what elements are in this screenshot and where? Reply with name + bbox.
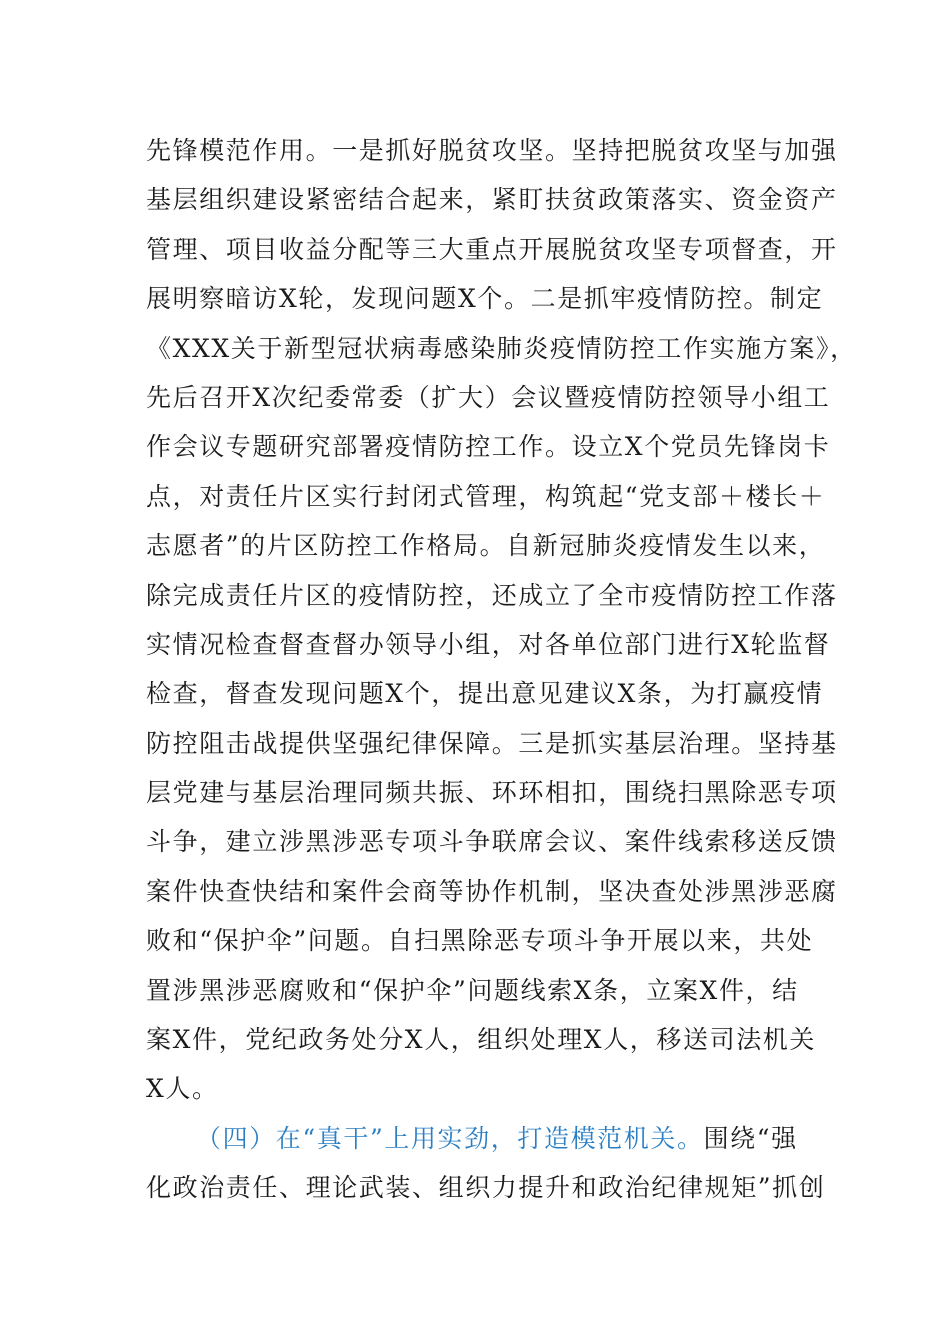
paragraph-line: 层党建与基层治理同频共振、环环相扣，围绕扫黑除恶专项 <box>146 778 838 808</box>
paragraph-line: 先锋模范作用。一是抓好脱贫攻坚。坚持把脱贫攻坚与加强 <box>146 136 838 165</box>
paragraph-line: 案X件，党纪政务处分X人，组织处理X人，移送司法机关 <box>146 1025 816 1055</box>
paragraph-line: 化政治责任、理论武装、组织力提升和政治纪律规矩”抓创 <box>146 1173 826 1203</box>
paragraph-line: 作会议专题研究部署疫情防控工作。设立X个党员先锋岗卡 <box>146 432 831 462</box>
paragraph-line: 斗争，建立涉黑涉恶专项斗争联席会议、案件线索移送反馈 <box>146 827 838 857</box>
paragraph-line: 检查，督查发现问题X个，提出意见建议X条，为打赢疫情 <box>146 679 824 709</box>
body-text <box>146 126 857 1213</box>
section-heading: （四）在“真干”上用实劲，打造模范机关。 <box>196 1123 704 1153</box>
paragraph-line: 点，对责任片区实行封闭式管理，构筑起“党支部＋楼长＋ <box>146 481 826 511</box>
paragraph-line: 管理、项目收益分配等三大重点开展脱贫攻坚专项督查，开 <box>146 234 838 264</box>
paragraph-line: 防控阻击战提供坚强纪律保障。三是抓实基层治理。坚持基 <box>146 728 838 758</box>
section-first-line <box>146 1114 826 1163</box>
paragraph-line: 败和“保护伞”问题。自扫黑除恶专项斗争开展以来，共处 <box>146 926 814 956</box>
paragraph-line: X人。 <box>146 1074 219 1104</box>
paragraph-line: 置涉黑涉恶腐败和“保护伞”问题线索X条，立案X件，结 <box>146 975 799 1005</box>
paragraph-line: 展明察暗访X轮，发现问题X个。二是抓牢疫情防控。制定 <box>146 284 824 314</box>
section-text: 围绕“强 <box>703 1123 798 1153</box>
paragraph-line: 先后召开X次纪委常委（扩大）会议暨疫情防控领导小组工 <box>146 382 831 412</box>
paragraph-line: 《XXX关于新型冠状病毒感染肺炎疫情防控工作实施方案》， <box>146 333 857 363</box>
paragraph-line: 实情况检查督查督办领导小组，对各单位部门进行X轮监督 <box>146 629 831 659</box>
paragraph-line: 志愿者”的片区防控工作格局。自新冠肺炎疫情发生以来， <box>146 531 826 561</box>
paragraph-line: 基层组织建设紧密结合起来，紧盯扶贫政策落实、资金资产 <box>146 185 838 215</box>
paragraph-line: 除完成责任片区的疫情防控，还成立了全市疫情防控工作落 <box>146 580 838 610</box>
paragraph-line: 案件快查快结和案件会商等协作机制，坚决查处涉黑涉恶腐 <box>146 876 838 906</box>
